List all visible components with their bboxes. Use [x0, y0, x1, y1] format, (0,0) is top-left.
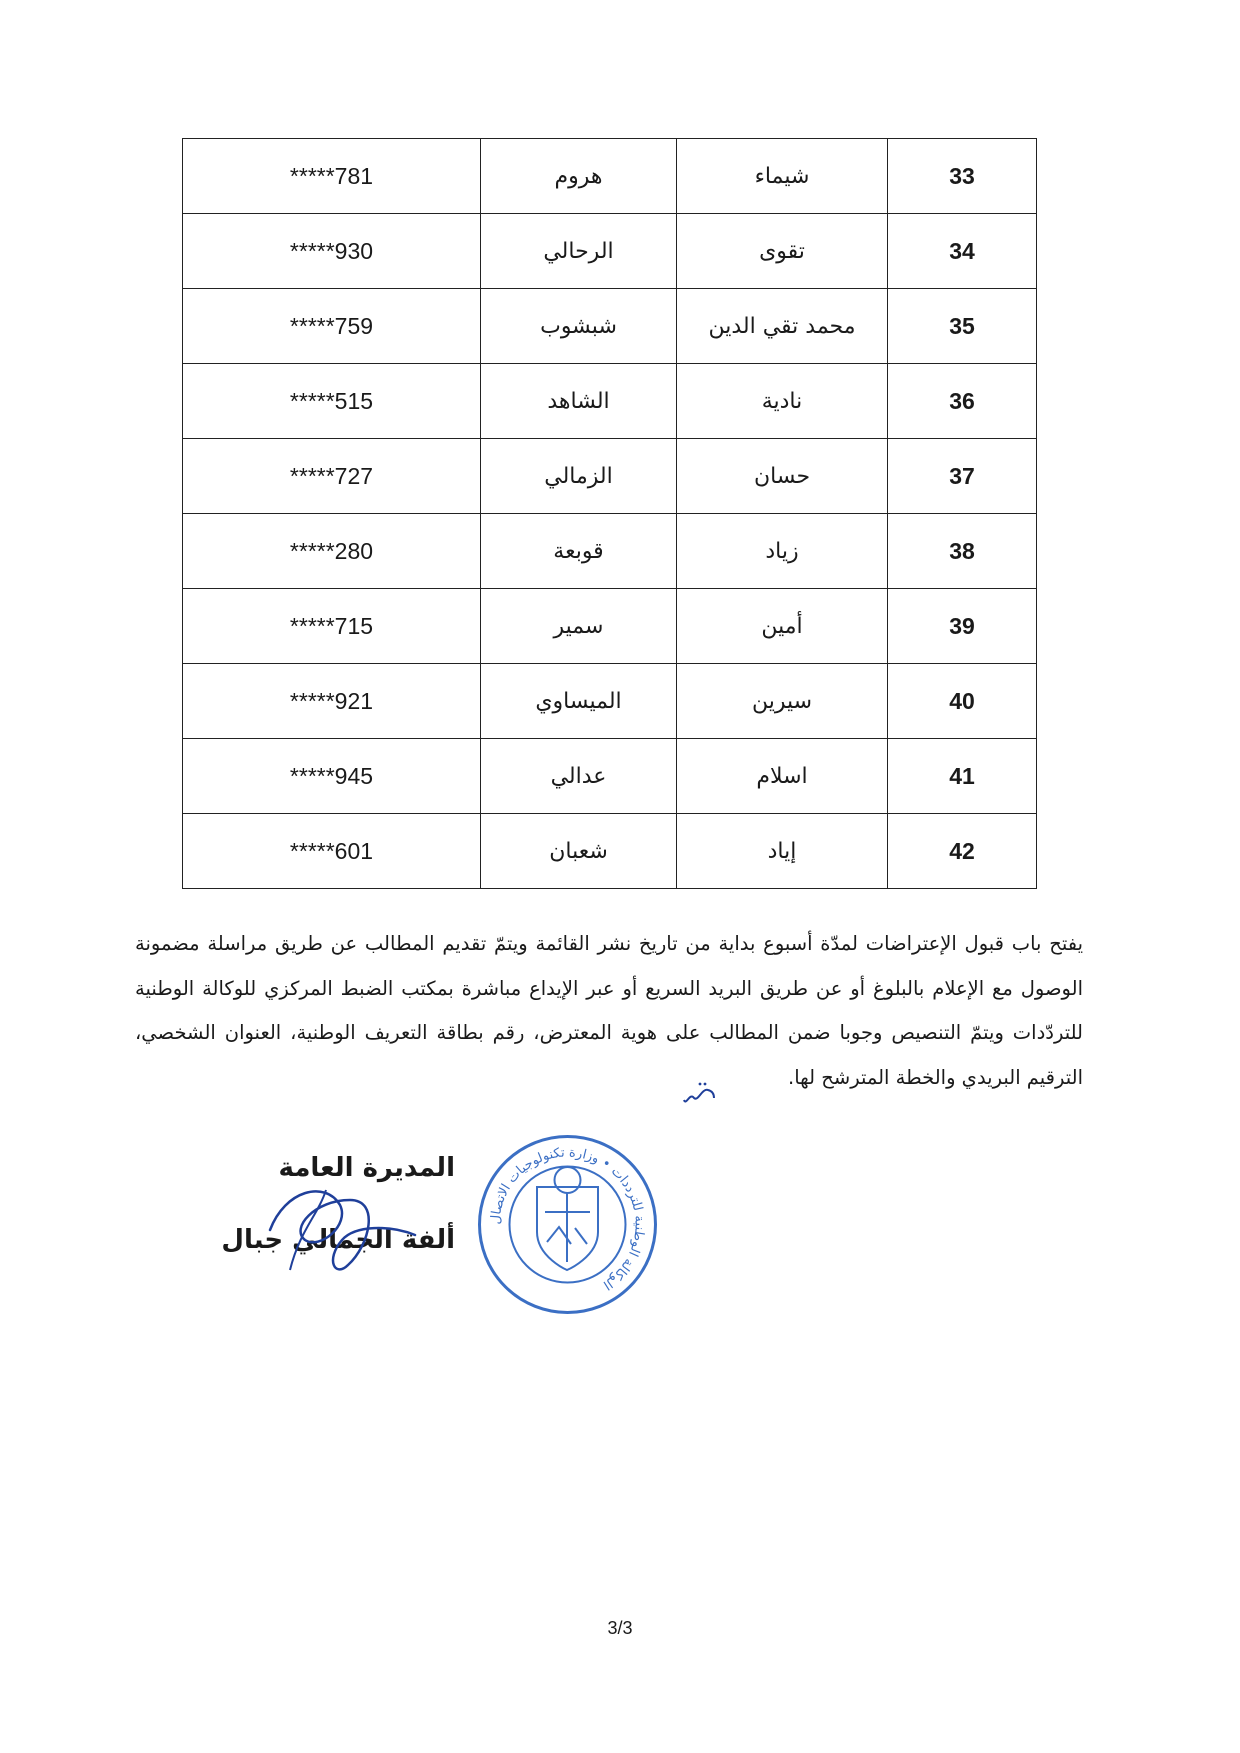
table-body — [183, 139, 1037, 889]
row-number: 39 — [888, 589, 1037, 664]
row-number: 41 — [888, 739, 1037, 814]
first-name-cell: محمد تقي الدين — [677, 289, 888, 364]
table-row — [183, 439, 1037, 514]
table-row — [183, 364, 1037, 439]
row-number: 36 — [888, 364, 1037, 439]
first-name-cell: نادية — [677, 364, 888, 439]
official-seal — [475, 1132, 660, 1317]
id-number-cell: *****945 — [183, 739, 481, 814]
seal-text: الوكالة الوطنية للترددات • وزارة تكنولوجيات الاتصال — [488, 1145, 647, 1293]
handwritten-tick-mark — [680, 1080, 720, 1108]
id-number-cell: *****921 — [183, 664, 481, 739]
signatory-name: ألفة الجمالي جبال — [221, 1225, 455, 1255]
id-number-cell: *****601 — [183, 814, 481, 889]
last-name-cell: قوبعة — [481, 514, 677, 589]
handwritten-signature — [230, 1170, 430, 1285]
row-number: 33 — [888, 139, 1037, 214]
row-number: 37 — [888, 439, 1037, 514]
row-number: 35 — [888, 289, 1037, 364]
last-name-cell: الميساوي — [481, 664, 677, 739]
table-row — [183, 739, 1037, 814]
id-number-cell: *****280 — [183, 514, 481, 589]
row-number: 42 — [888, 814, 1037, 889]
table-row — [183, 814, 1037, 889]
table-row — [183, 589, 1037, 664]
signatory-role: المديرة العامة — [278, 1153, 455, 1183]
first-name-cell: اسلام — [677, 739, 888, 814]
id-number-cell: *****781 — [183, 139, 481, 214]
last-name-cell: الرحالي — [481, 214, 677, 289]
page-number: 3/3 — [607, 1618, 633, 1638]
last-name-cell: الزمالي — [481, 439, 677, 514]
candidates-table — [182, 138, 1037, 889]
table-row — [183, 139, 1037, 214]
row-number: 34 — [888, 214, 1037, 289]
table-row — [183, 289, 1037, 364]
first-name-cell: حسان — [677, 439, 888, 514]
table-row — [183, 664, 1037, 739]
coat-of-arms-icon — [537, 1167, 598, 1270]
last-name-cell: هروم — [481, 139, 677, 214]
first-name-cell: شيماء — [677, 139, 888, 214]
first-name-cell: تقوى — [677, 214, 888, 289]
last-name-cell: شعبان — [481, 814, 677, 889]
id-number-cell: *****715 — [183, 589, 481, 664]
row-number: 40 — [888, 664, 1037, 739]
last-name-cell: الشاهد — [481, 364, 677, 439]
last-name-cell: عدالي — [481, 739, 677, 814]
id-number-cell: *****515 — [183, 364, 481, 439]
id-number-cell: *****759 — [183, 289, 481, 364]
first-name-cell: سيرين — [677, 664, 888, 739]
table-row — [183, 514, 1037, 589]
table-row — [183, 214, 1037, 289]
id-number-cell: *****727 — [183, 439, 481, 514]
first-name-cell: زياد — [677, 514, 888, 589]
objection-notice: يفتح باب قبول الإعتراضات لمدّة أسبوع بداية من تاريخ نشر القائمة ويتمّ تقديم المطالب عن طريق مراسلة مضمونة الوصول مع الإعلام بالبلوغ أو عن طريق البريد السريع أو عبر الإيداع مباشرة بمكتب الضبط المركزي للوكالة الوطنية للتردّدات ويتمّ التنصيص وجوبا ضمن المطالب على هوية المعترض، رقم بطاقة التعريف الوطنية، العنوان الشخصي، الترقيم البريدي والخطة المترشح لها. — [135, 932, 1083, 1089]
last-name-cell: شبشوب — [481, 289, 677, 364]
last-name-cell: سمير — [481, 589, 677, 664]
first-name-cell: أمين — [677, 589, 888, 664]
id-number-cell: *****930 — [183, 214, 481, 289]
first-name-cell: إياد — [677, 814, 888, 889]
row-number: 38 — [888, 514, 1037, 589]
